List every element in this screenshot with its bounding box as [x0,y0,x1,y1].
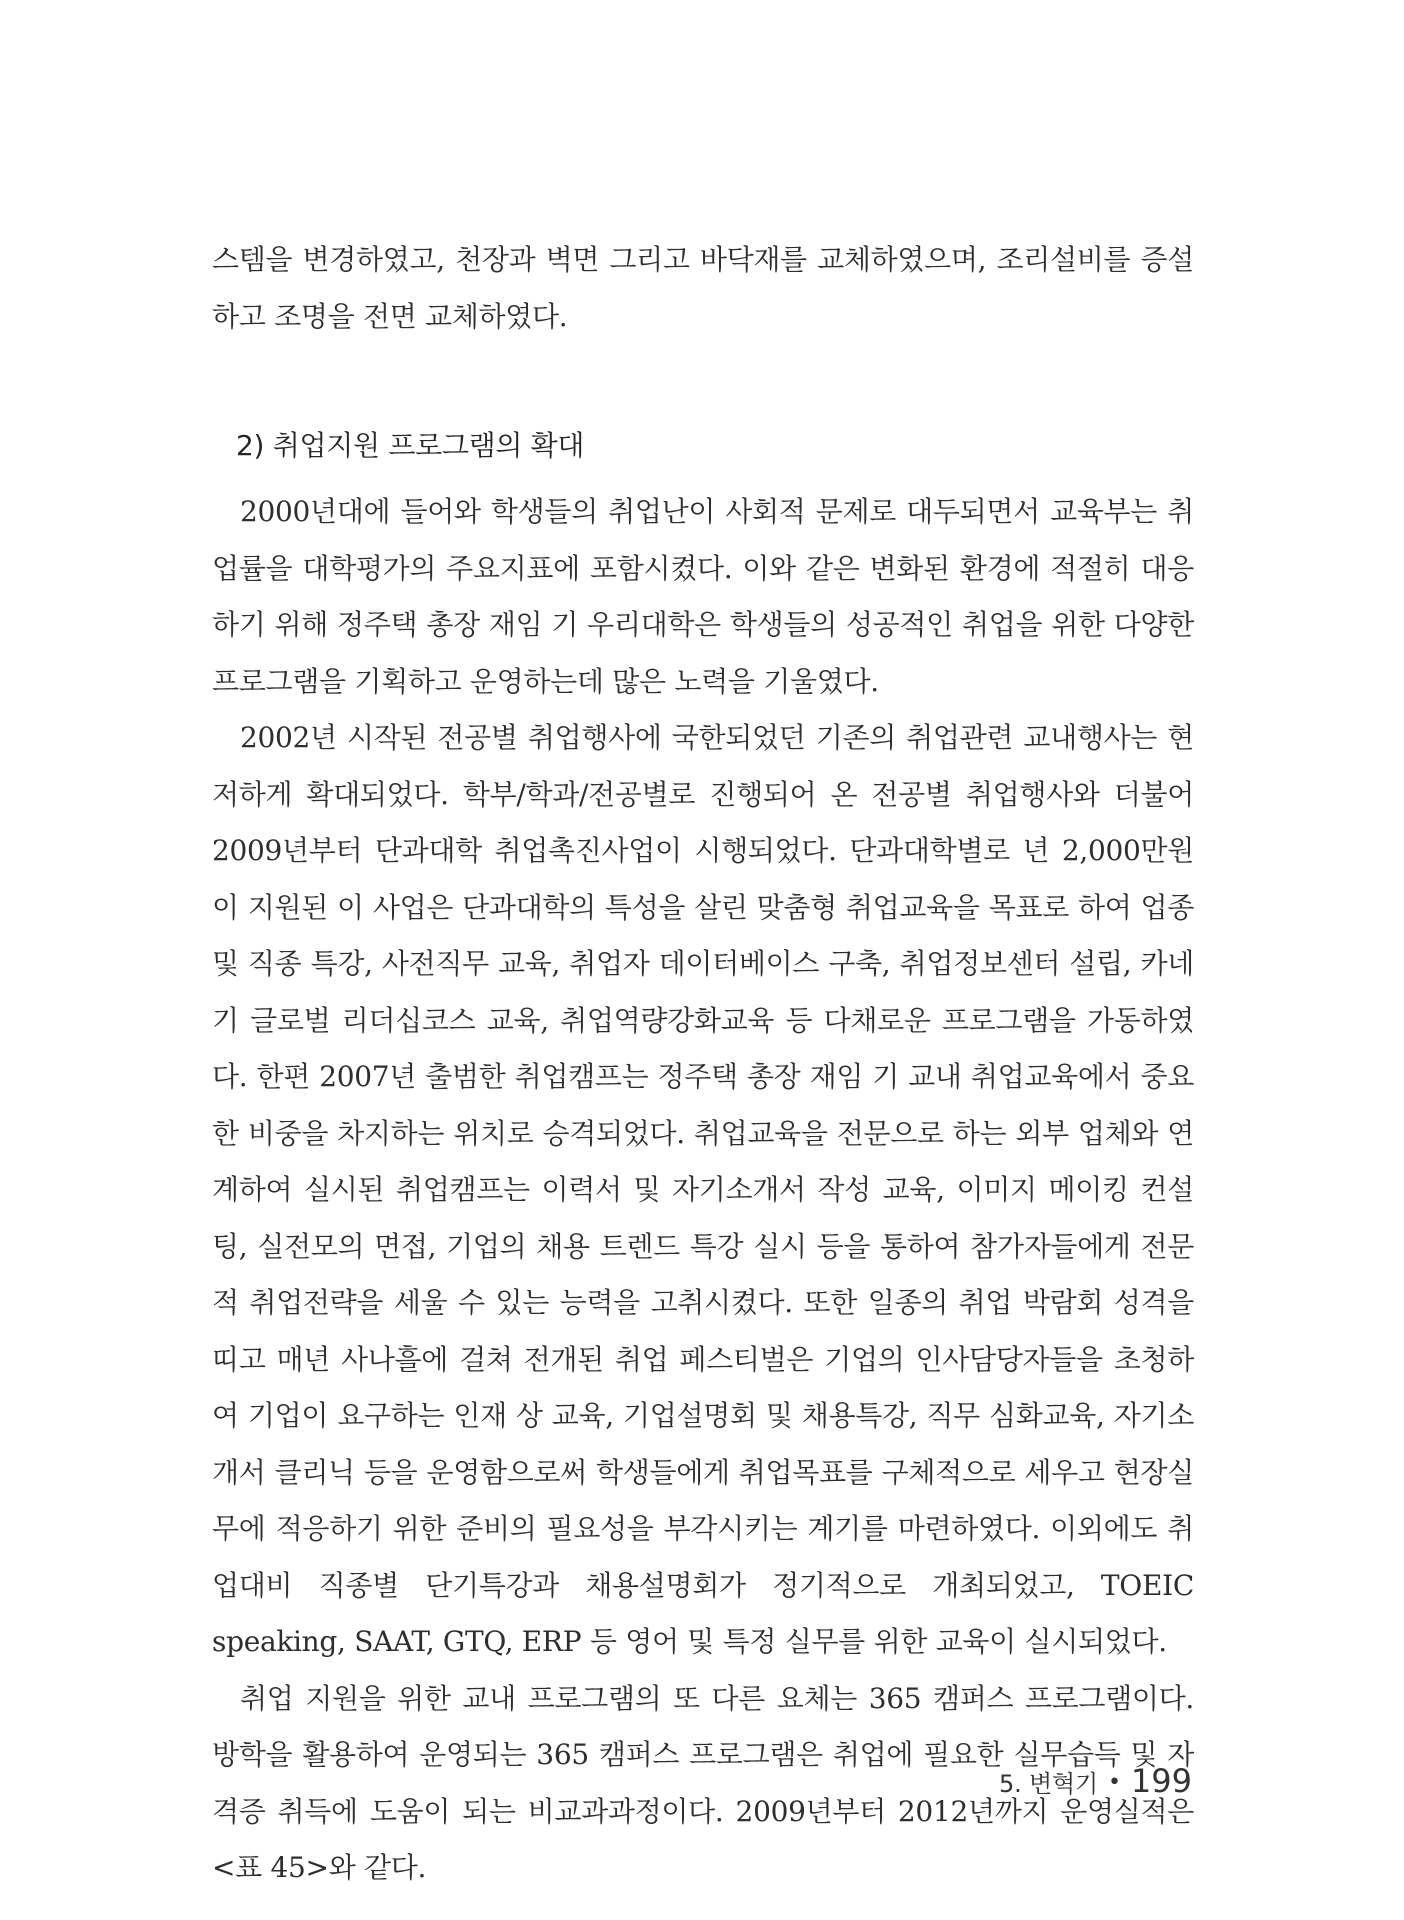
section-heading: 2) 취업지원 프로그램의 확대 [236,429,585,462]
body-text [212,484,1194,1897]
intro-paragraph: 스템을 변경하였고, 천장과 벽면 그리고 바닥재를 교체하였으며, 조리설비를 증설하고 조명을 전면 교체하였다. [212,243,1194,333]
page-footer [999,1762,1192,1800]
intro-block [212,232,1194,345]
footer-bullet-icon: • [1107,1770,1121,1795]
footer-chapter-label: 5. 변혁기 [999,1770,1098,1798]
page-number: 199 [1130,1762,1192,1800]
body-paragraph-3: 취업 지원을 위한 교내 프로그램의 또 다른 요체는 365 캠퍼스 프로그램이다. 방학을 활용하여 운영되는 365 캠퍼스 프로그램은 취업에 필요한 실무습득 및 자격증 취득에 도움이 되는 비교과과정이다. 2009년부터 2012년까지 운영실적은 <표 45>와 같다. [212,1681,1194,1884]
body-paragraph-2: 2002년 시작된 전공별 취업행사에 국한되었던 기존의 취업관련 교내행사는 현저하게 확대되었다. 학부/학과/전공별로 진행되어 온 전공별 취업행사와 더불어 2009년부터 단과대학 취업촉진사업이 시행되었다. 단과대학별로 년 2,000만원이 지원된 이 사업은 단과대학의 특성을 살린 맞춤형 취업교육을 목표로 하여 업종 및 직종 특강, 사전직무 교육, 취업자 데이터베이스 구축, 취업정보센터 설립, 카네기 글로벌 리더십코스 교육, 취업역량강화교육 등 다채로운 프로그램을 가동하였다. 한편 2007년 출범한 취업캠프는 정주택 총장 재임 기 교내 취업교육에서 중요한 비중을 차지하는 위치로 승격되었다. 취업교육을 전문으로 하는 외부 업체와 연계하여 실시된 취업캠프는 이력서 및 자기소개서 작성 교육, 이미지 메이킹 컨설팅, 실전모의 면접, 기업의 채용 트렌드 특강 실시 등을 통하여 참가자들에게 전문적 취업전략을 세울 수 있는 능력을 고취시켰다. 또한 일종의 취업 박람회 성격을 띠고 매년 사나흘에 걸쳐 전개된 취업 페스티벌은 기업의 인사담당자들을 초청하여 기업이 요구하는 인재 상 교육, 기업설명회 및 채용특강, 직무 심화교육, 자기소개서 클리닉 등을 운영함으로써 학생들에게 취업목표를 구체적으로 세우고 현장실무에 적응하기 위한 준비의 필요성을 부각시키는 계기를 마련하였다. 이외에도 취업대비 직종별 단기특강과 채용설명회가 정기적으로 개최되었고, TOEIC speaking, SAAT, GTQ, ERP 등 영어 및 특정 실무를 위한 교육이 실시되었다. [212,721,1194,1658]
body-paragraph-1: 2000년대에 들어와 학생들의 취업난이 사회적 문제로 대두되면서 교육부는 취업률을 대학평가의 주요지표에 포함시켰다. 이와 같은 변화된 환경에 적절히 대응하기 위해 정주택 총장 재임 기 우리대학은 학생들의 성공적인 취업을 위한 다양한 프로그램을 기획하고 운영하는데 많은 노력을 기울였다. [212,495,1194,698]
